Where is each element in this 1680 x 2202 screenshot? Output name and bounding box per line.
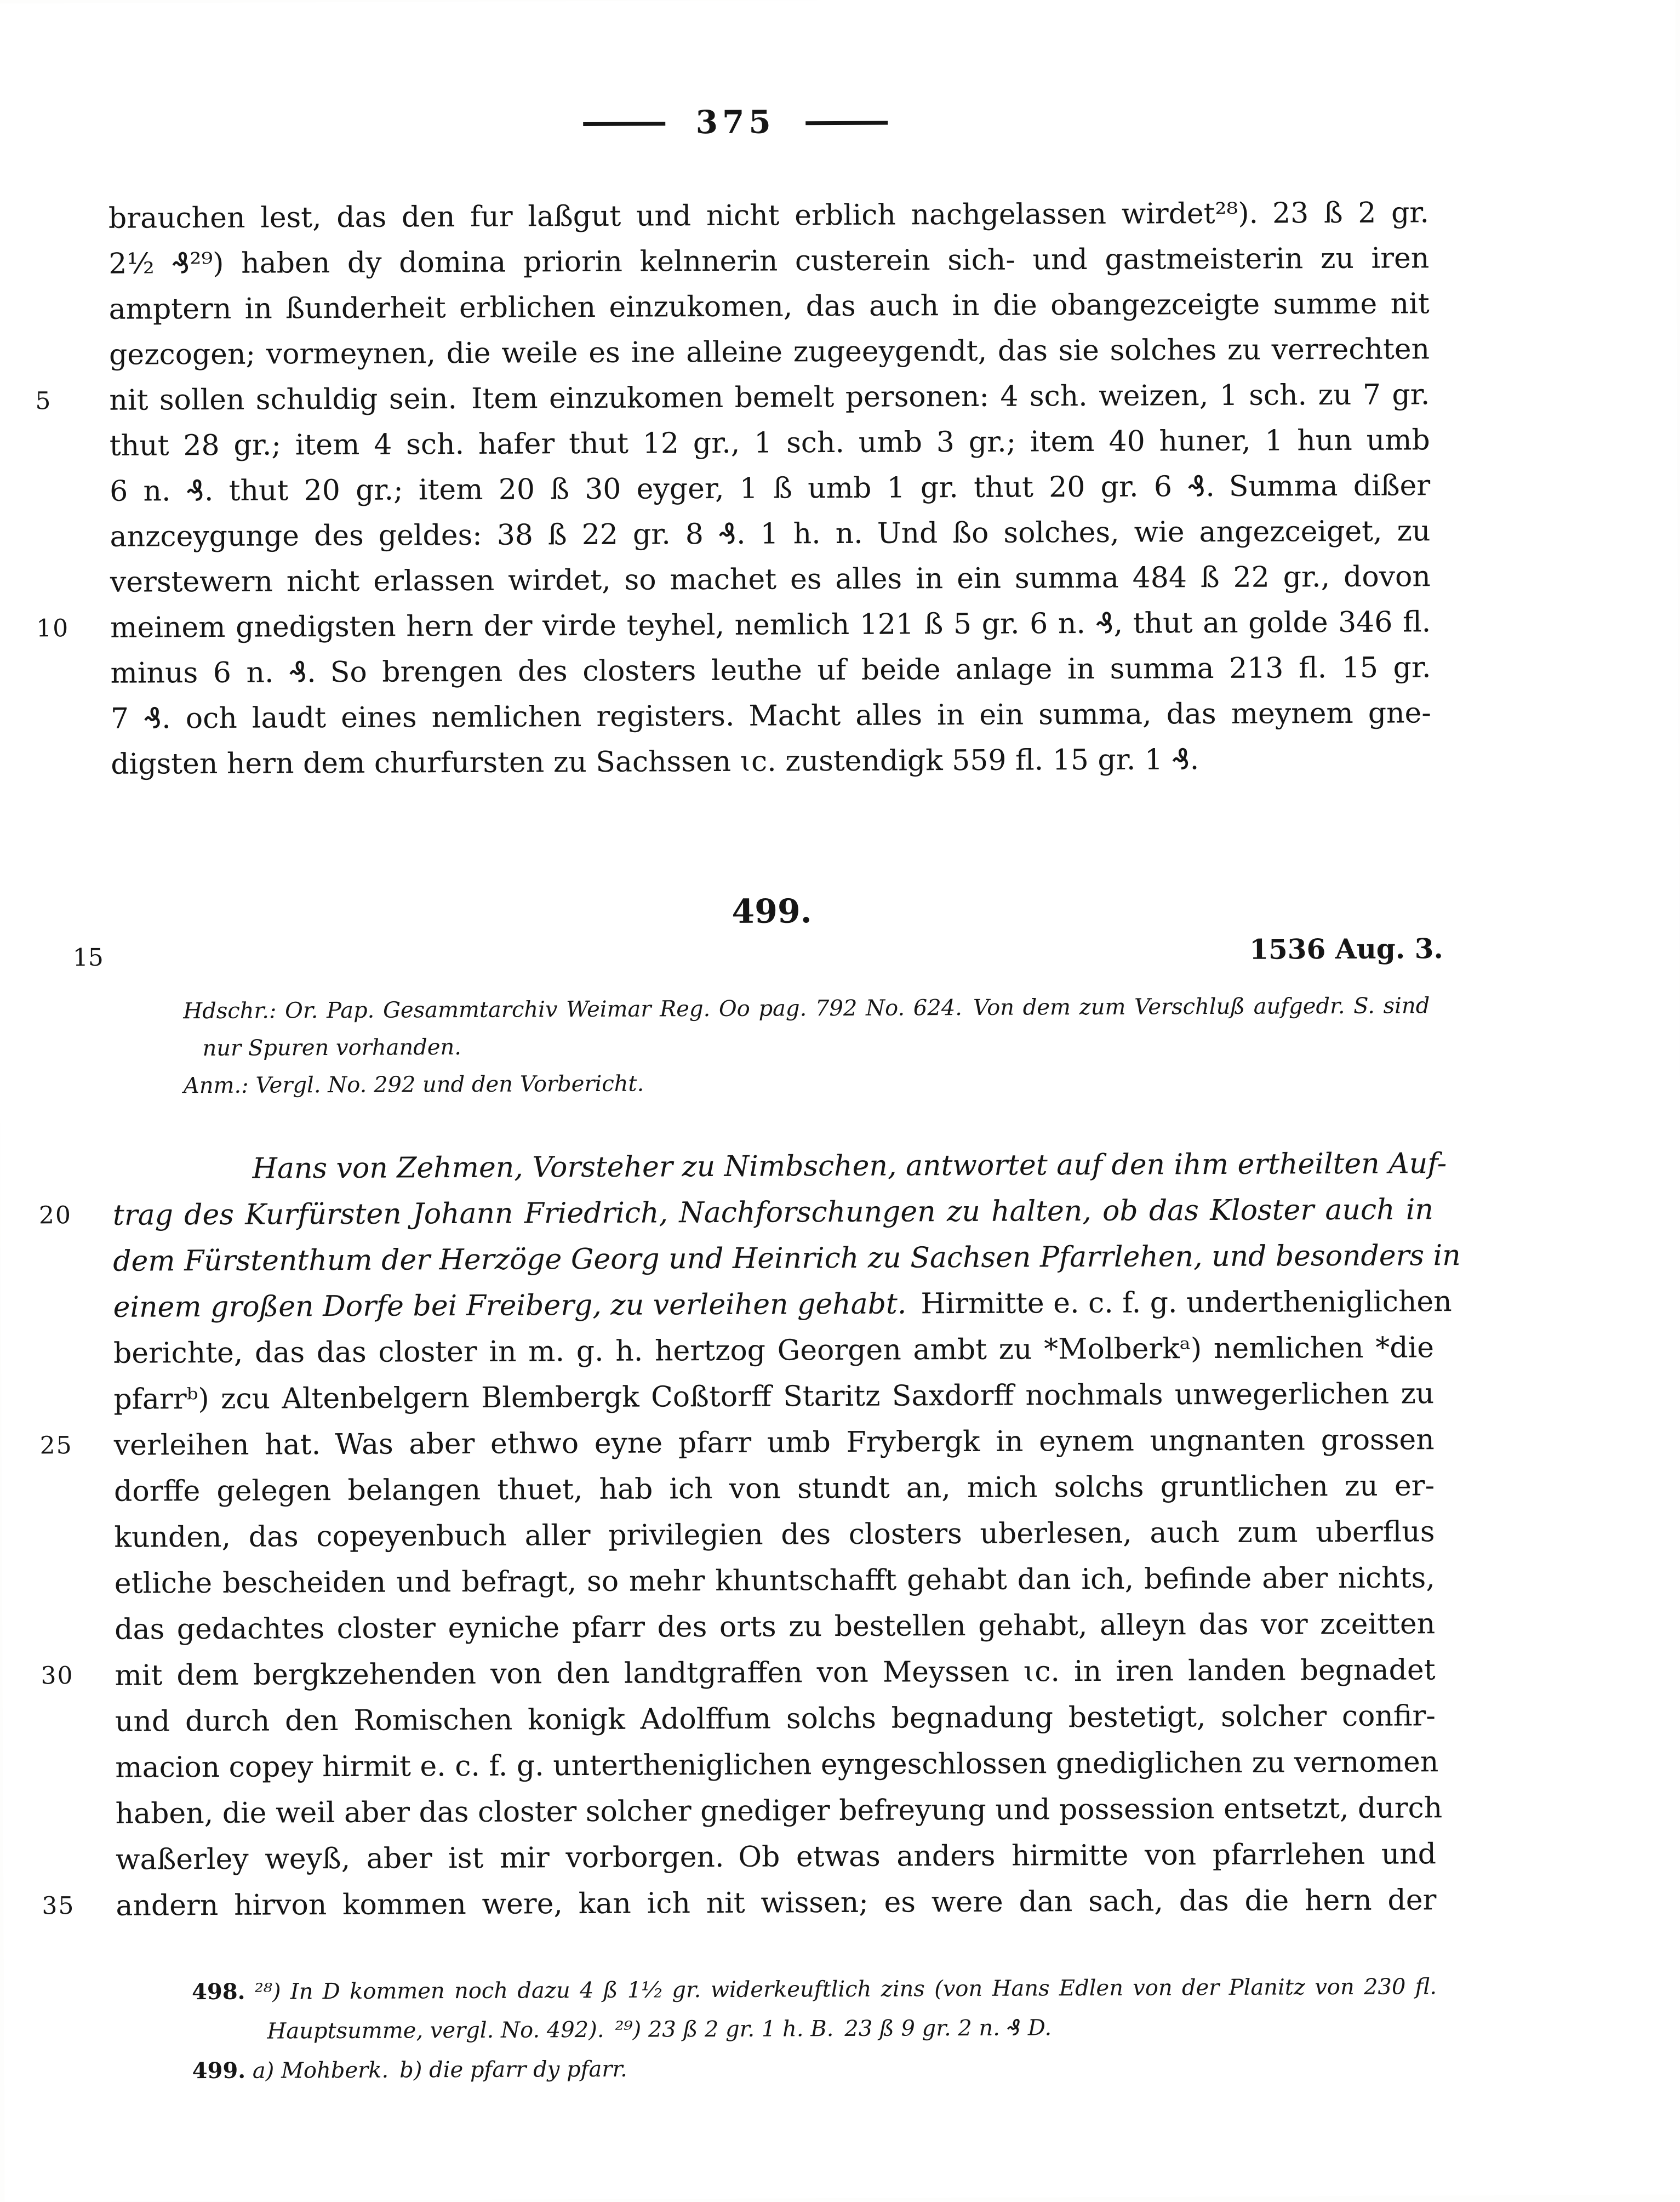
text-line [36,600,1431,651]
page-number: 375 [695,103,775,141]
text-line [35,372,1430,424]
margin-line-number-35: 35 [42,1892,75,1920]
text-line: digsten hern dem churfursten zu Sachssen ɩc. zustendigk 559 fl. 15 gr. 1 ₰. [111,743,1199,781]
text-line: brauchen lest, das den fur laßgut und nicht erblich nachgelassen wirdet²⁸). 23 ß 2 gr. [108,196,1430,235]
footnotes [192,1967,1437,2091]
letter-line: berichte, das das closter in m. g. h. hertzog Georgen ambt zu *Molberkᵃ) nemlichen *die [113,1331,1435,1370]
footnote-line [192,2046,1437,2091]
letter-line-content: Hirmitte e. c. f. g. undertheniglichen [921,1285,1452,1321]
hdschr-label: Hdschr.: [183,998,277,1024]
letter-line-content: verleihen hat. Was aber ethwo eyne pfarr umb Frybergk in eynem ungnanten grossen [113,1423,1435,1462]
margin-line-number-15: 15 [72,943,104,972]
regest-line: Hans von Zehmen, Vorsteher zu Nimbschen, antwortet auf den ihm ertheilten Auf- [252,1147,1447,1185]
margin-line-number-30: 30 [41,1662,74,1690]
regest-line-content: trag des Kurfürsten Johann Friedrich, Nachforschungen zu halten, ob das Kloster auch in [112,1193,1434,1232]
text-line: thut 28 gr.; item 4 sch. hafer thut 12 gr., 1 sch. umb 3 gr.; item 40 huner, 1 hun umb [109,424,1430,463]
document-number: 499. [732,892,812,931]
letter-line-content: mit dem bergkzehenden von den landtgraffen von Meyssen ɩc. in iren landen begnadet [115,1653,1436,1692]
text-line: minus 6 n. ₰. So brengen des closters leuthe uf beide anlage in summa 213 fl. 15 gr. [110,651,1431,690]
header-rule-right-icon [805,121,888,125]
regest-and-letter-body [38,1140,1461,1929]
letter-line: kunden, das copeyenbuch aller privilegien des closters uberlesen, auch zum uberflus [114,1515,1435,1554]
text-line-content: nit sollen schuldig sein. Item einzukomen bemelt personen: 4 sch. weizen, 1 sch. zu 7 gr. [109,378,1430,417]
text-line: gezcogen; vormeynen, die weile es ine alleine zugeeygendt, das sie solches zu verrechten [108,333,1430,372]
regest-line [38,1186,1434,1239]
source-notes [183,987,1430,1104]
letter-line: haben, die weil aber das closter solcher gnediger befreyung und possession entsetzt, durch [115,1792,1443,1830]
text-line: amptern in ßunderheit erblichen einzukomen, das auch in die obangezceigte summe nit [108,287,1430,326]
letter-line: und durch den Romischen konigk Adolffum solchs begnadung bestetigt, solcher confir- [115,1699,1436,1738]
letter-line-content: andern hirvon kommen were, kan ich nit wissen; es were dan sach, das die hern der [116,1884,1437,1923]
header-rule-left-icon [584,122,666,126]
anm-note-line [184,1062,1430,1104]
letter-line: das gedachtes closter eyniche pfarr des orts zu bestellen gehabt, alleyn das vor zceitten [115,1607,1436,1646]
letter-line: pfarrᵇ) zcu Altenbelgern Blembergk Coßtorff Staritz Saxdorff nochmals unwegerlichen zu [113,1377,1435,1416]
paragraph-income-summary [35,190,1432,788]
text-line: 2¹⁄₂ ₰²⁹) haben dy domina priorin kelnnerin custerein sich- und gastmeisterin zu iren [108,242,1430,281]
page-header [108,101,1363,144]
margin-line-number-10: 10 [36,614,70,643]
letter-line [41,1647,1436,1699]
margin-line-number-20: 20 [38,1201,72,1230]
footnote-text: a) Mohberk. b) die pfarr dy pfarr. [252,2056,627,2084]
hdschr-text: Or. Pap. Gesammtarchiv Weimar Reg. Oo pag. 792 No. 624. Von dem zum Verschluß aufgedr. S. sind [285,993,1430,1024]
document-date: 1536 Aug. 3. [1249,932,1443,966]
hdschr-note-line: nur Spuren vorhanden. [202,1035,462,1062]
anm-label: Anm.: [183,1073,249,1099]
regest-transition-line [113,1279,1452,1331]
text-line: verstewern nicht erlassen wirdet, so machet es alles in ein summa 484 ß 22 gr., dovon [110,560,1431,599]
footnote-line [192,1967,1437,2012]
anm-text: Vergl. No. 292 und den Vorbericht. [255,1071,644,1098]
text-line: 6 n. ₰. thut 20 gr.; item 20 ß 30 eyger, 1 ß umb 1 gr. thut 20 gr. 6 ₰. Summa dißer [110,469,1431,508]
margin-line-number-25: 25 [39,1431,73,1460]
regest-line: dem Fürstenthum der Herzöge Georg und Heinrich zu Sachsen Pfarrlehen, und besonders in [113,1239,1461,1278]
letter-line [39,1417,1435,1469]
letter-line: dorffe gelegen belangen thuet, hab ich von stundt an, mich solchs gruntlichen zu er- [113,1469,1435,1508]
letter-line [42,1877,1437,1929]
margin-line-number-5: 5 [35,387,52,415]
footnote-line: Hauptsumme, vergl. No. 492). ²⁹) 23 ß 2 gr. 1 h. B. 23 ß 9 gr. 2 n. ₰ D. [267,2015,1052,2044]
letter-line: waßerley weyß, aber ist mir vorborgen. Ob etwas anders hirmitte von pfarrlehen und [115,1838,1437,1876]
letter-line: etliche bescheiden und befragt, so mehr khuntschafft gehabt dan ich, befinde aber nichts, [114,1561,1435,1600]
hdschr-note-line [183,987,1430,1030]
text-line-content: meinem gnedigsten hern der virde teyhel, nemlich 121 ß 5 gr. 6 n. ₰, thut an golde 346 fl. [110,606,1431,644]
text-line: anzceygunge des geldes: 38 ß 22 gr. 8 ₰. 1 h. n. Und ßo solches, wie angezceiget, zu [110,515,1431,554]
footnote-text: ²⁸) In D kommen noch dazu 4 ß 1¹⁄₂ gr. widerkeuftlich zins (von Hans Edlen von der Planitz von 230 fl. [254,1974,1437,2005]
text-line: 7 ₰. och laudt eines nemlichen registers. Macht alles in ein summa, das meynem gne- [110,697,1432,735]
footnote-entry-number: 498. [191,1978,245,2005]
regest-line-content: einem großen Dorfe bei Freiberg, zu verleihen gehabt. [113,1287,921,1324]
letter-line: macion copey hirmit e. c. f. g. untertheniglichen eyngeschlossen gnediglichen zu vernomen [115,1745,1439,1784]
footnote-entry-number: 499. [192,2057,246,2084]
